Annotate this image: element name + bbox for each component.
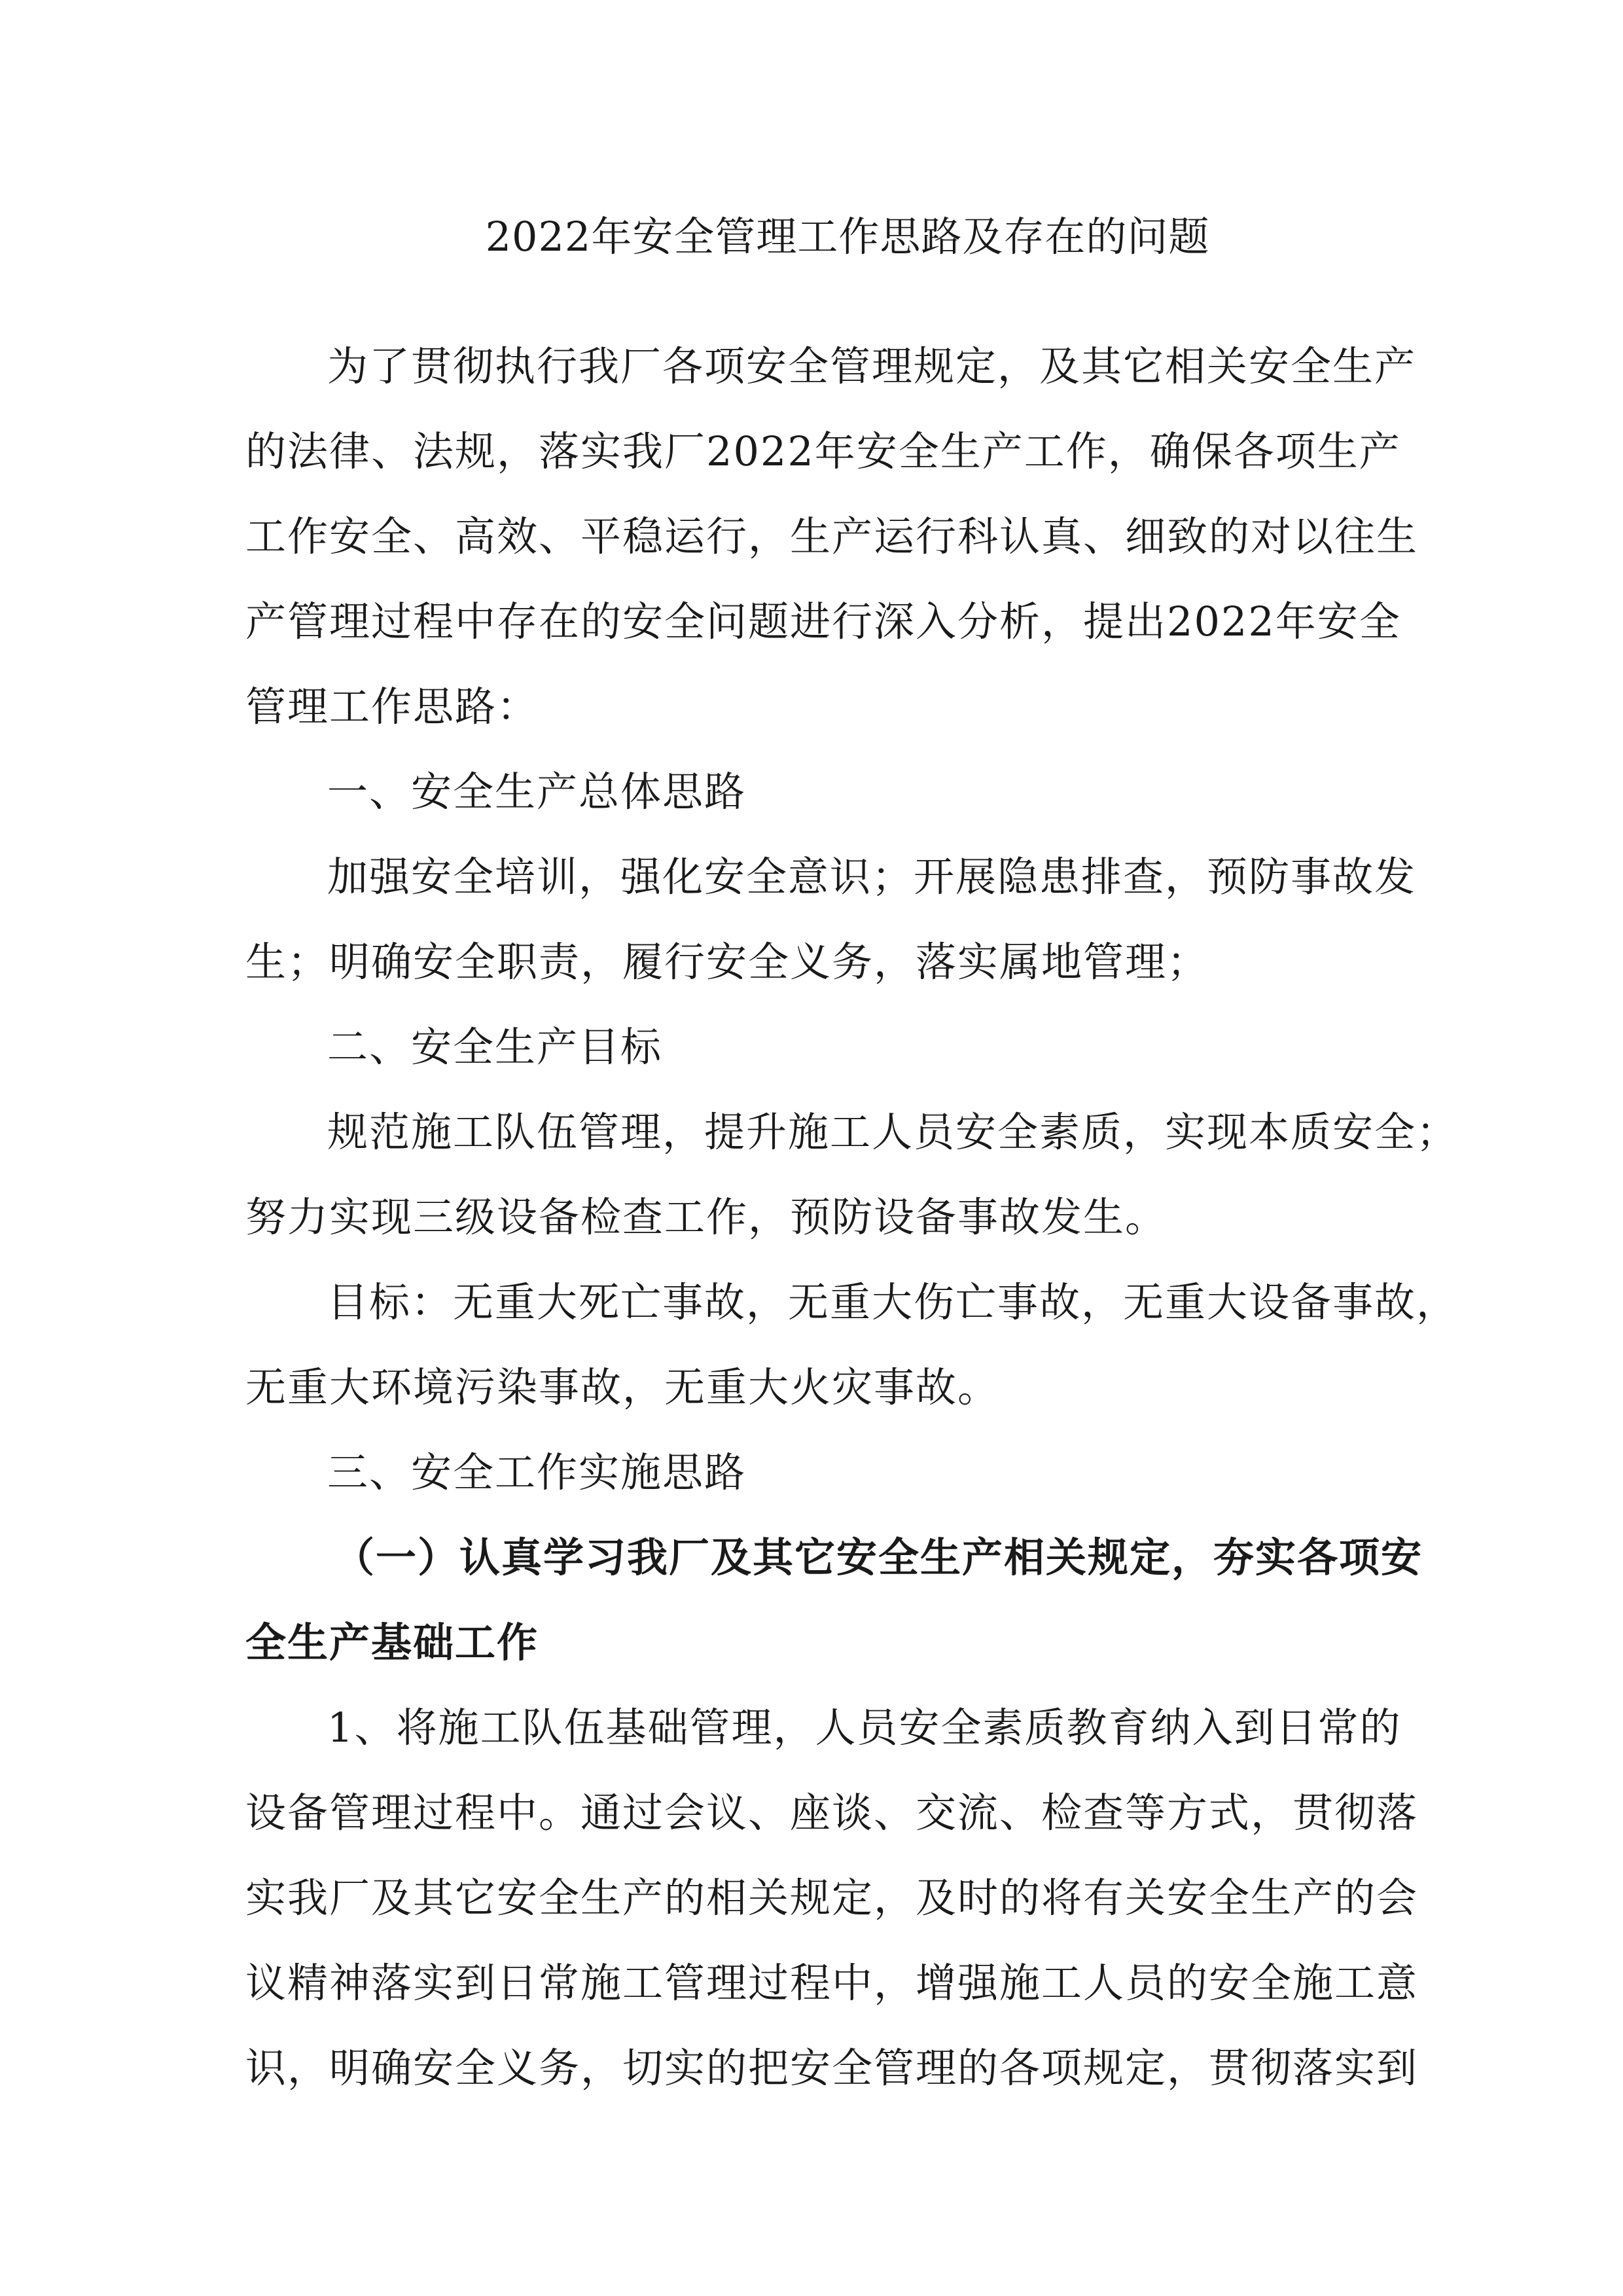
subsection-heading: （一）认真学习我厂及其它安全生产相关规定，夯实各项安 — [334, 1534, 1423, 1581]
paragraph-line: 努力实现三级设备检查工作，预防设备事故发生。 — [245, 1193, 1168, 1241]
paragraph-line: 管理工作思路： — [245, 683, 539, 730]
section-heading: 二、安全生产目标 — [327, 1023, 663, 1071]
paragraph-line: 1、将施工队伍基础管理，人员安全素质教育纳入到日常的 — [327, 1704, 1402, 1751]
subsection-heading: 全生产基础工作 — [245, 1619, 539, 1666]
paragraph-line: 的法律、法规，落实我厂2022年安全生产工作，确保各项生产 — [245, 427, 1401, 475]
paragraph-line: 工作安全、高效、平稳运行，生产运行科认真、细致的对以往生 — [245, 512, 1419, 560]
paragraph-line: 无重大环境污染事故，无重大火灾事故。 — [245, 1363, 1000, 1411]
paragraph-line: 实我厂及其它安全生产的相关规定，及时的将有关安全生产的会 — [245, 1874, 1419, 1922]
paragraph-line: 为了贯彻执行我厂各项安全管理规定，及其它相关安全生产 — [327, 342, 1417, 390]
document-title: 2022年安全管理工作思路及存在的问题 — [485, 213, 1210, 260]
paragraph-line: 目标：无重大死亡事故，无重大伤亡事故，无重大设备事故， — [327, 1278, 1459, 1326]
paragraph-line: 议精神落实到日常施工管理过程中，增强施工人员的安全施工意 — [245, 1959, 1419, 2007]
paragraph-line: 产管理过程中存在的安全问题进行深入分析，提出2022年安全 — [245, 598, 1401, 645]
paragraph-line: 加强安全培训，强化安全意识；开展隐患排查，预防事故发 — [327, 853, 1417, 901]
paragraph-line: 生；明确安全职责，履行安全义务，落实属地管理； — [245, 938, 1209, 986]
section-heading: 三、安全工作实施思路 — [327, 1448, 747, 1496]
paragraph-line: 规范施工队伍管理，提升施工人员安全素质，实现本质安全； — [327, 1108, 1459, 1156]
paragraph-line: 设备管理过程中。通过会议、座谈、交流、检查等方式，贯彻落 — [245, 1789, 1419, 1837]
section-heading: 一、安全生产总体思路 — [327, 768, 747, 816]
paragraph-line: 识，明确安全义务，切实的把安全管理的各项规定，贯彻落实到 — [245, 2044, 1419, 2092]
